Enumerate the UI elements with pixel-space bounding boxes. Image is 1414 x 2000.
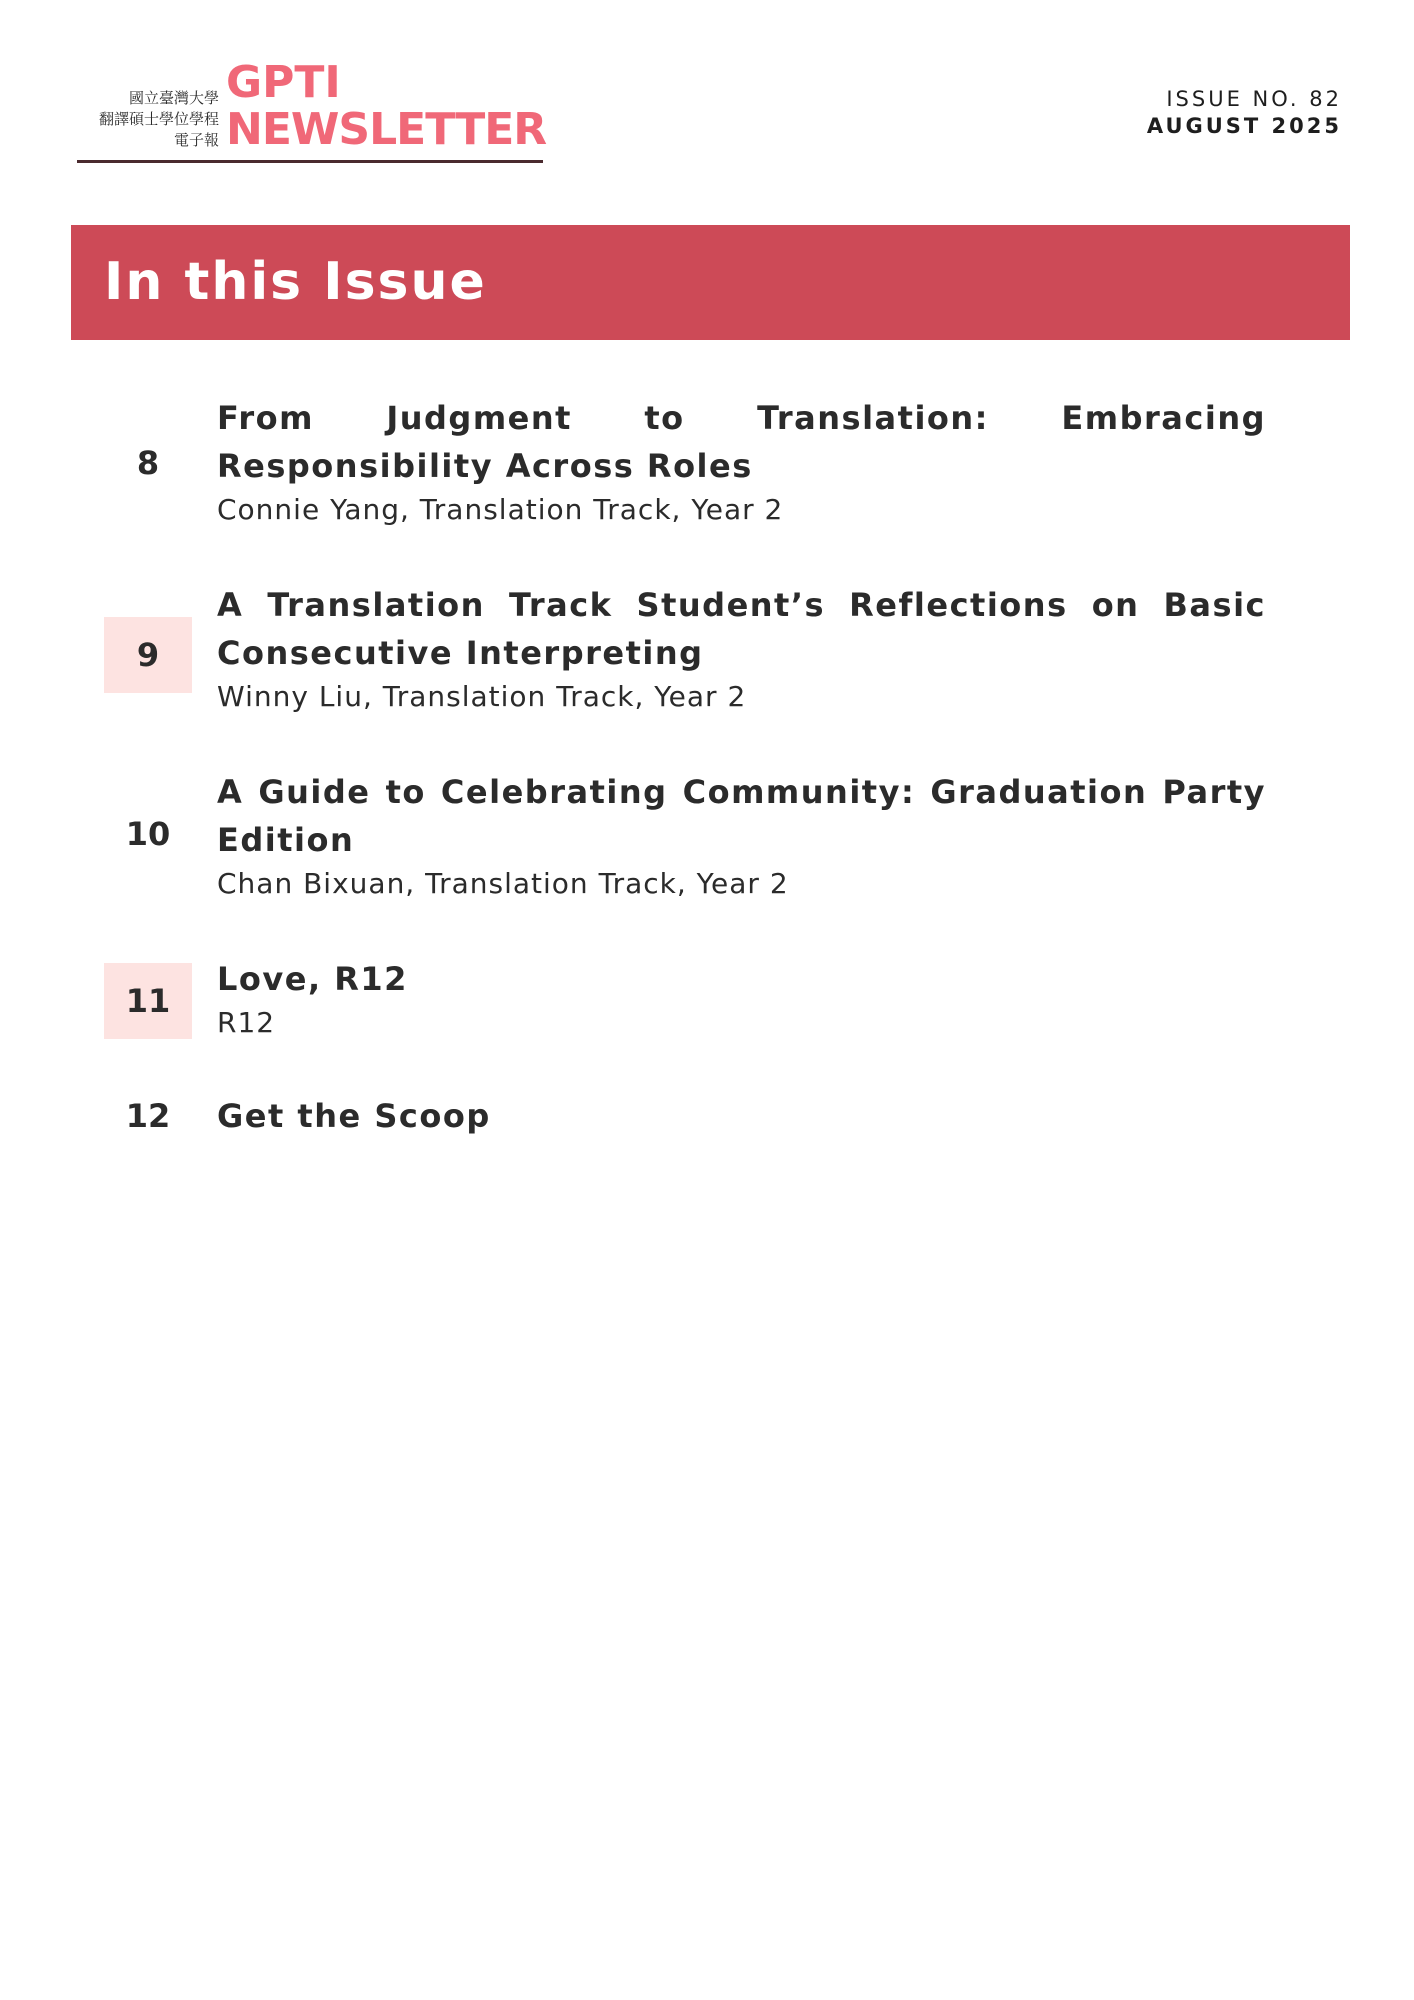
masthead-zh-line1: 國立臺灣大學 [128,89,219,107]
newsletter-title [226,57,547,155]
page-number: 10 [125,815,171,853]
article-author: Connie Yang, Translation Track, Year 2 [217,493,784,526]
article-title[interactable]: Love, R12 [217,960,408,998]
issue-info [1147,86,1342,140]
masthead-logo [77,58,547,166]
page-number: 8 [136,444,160,482]
newsletter-title-line2: NEWSLETTER [226,104,547,155]
masthead-zh-line2: 翻譯碩士學位學程 [98,110,219,128]
page-number: 9 [104,617,192,693]
masthead-zh-line3: 電子報 [173,131,219,149]
masthead-underline [77,160,543,163]
article-author: Chan Bixuan, Translation Track, Year 2 [217,867,789,900]
article-author: Winny Liu, Translation Track, Year 2 [217,680,747,713]
article-title[interactable]: A Translation Track Student’s Reflections on Basic Consecutive Interpreting [217,586,1266,672]
article-title[interactable]: From Judgment to Translation: Embracing Responsibility Across Roles [217,399,1266,485]
page-number: 12 [125,1097,171,1135]
issue-number: ISSUE NO. 82 [1166,87,1342,111]
issue-date: AUGUST 2025 [1146,114,1342,138]
article-author: R12 [217,1006,276,1039]
newsletter-title-line1: GPTI [226,57,341,108]
section-banner [71,225,1350,340]
page-number: 11 [104,963,192,1039]
article-title[interactable]: A Guide to Celebrating Community: Graduation Party Edition [217,773,1266,859]
masthead-chinese-name [77,88,219,151]
article-title[interactable]: Get the Scoop [217,1097,491,1135]
banner-title: In this Issue [104,252,487,312]
